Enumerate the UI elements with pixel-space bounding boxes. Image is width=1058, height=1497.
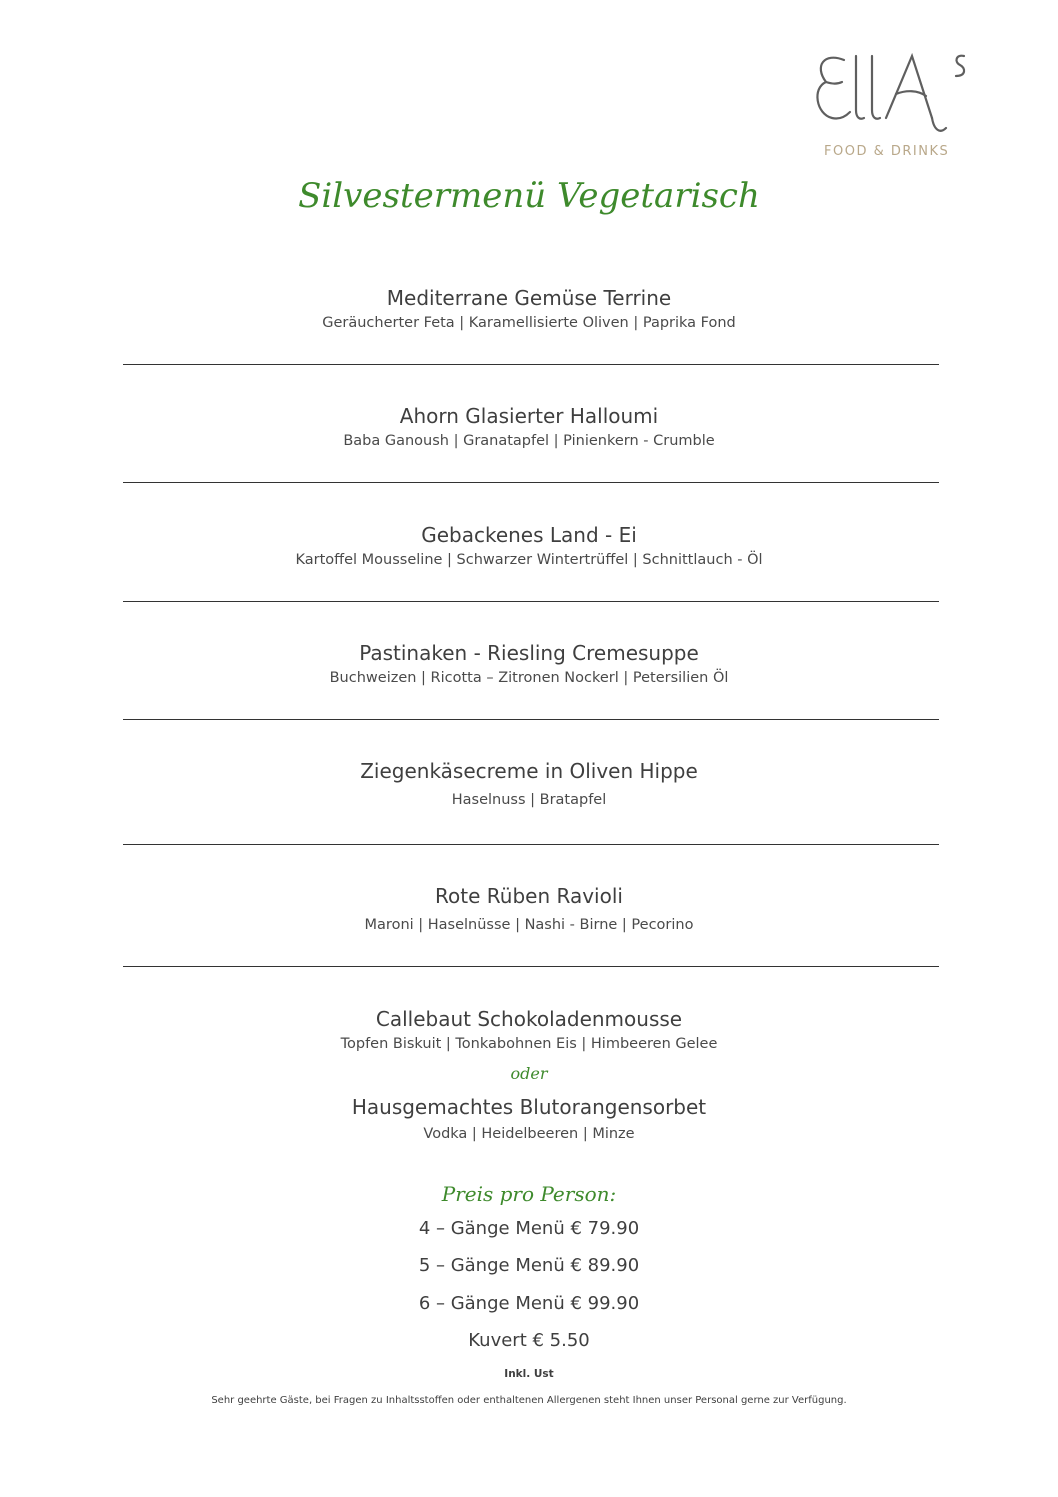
course-name: Ahorn Glasierter Halloumi: [399, 404, 659, 428]
course-name: Ziegenkäsecreme in Oliven Hippe: [360, 759, 698, 783]
course-name: Mediterrane Gemüse Terrine: [386, 286, 672, 310]
price-heading: Preis pro Person:: [441, 1182, 617, 1206]
allergen-notice: Sehr geehrte Gäste, bei Fragen zu Inhaltsstoffen oder enthaltenen Allergenen steht Ihnen unser Personal gerne zur Verfügung.: [211, 1395, 847, 1406]
divider: [123, 966, 939, 967]
course-name: Callebaut Schokoladenmousse: [375, 1007, 683, 1031]
divider: [123, 844, 939, 845]
course-5: [0, 758, 1058, 810]
price-line: 5 – Gänge Menü € 89.90: [418, 1255, 640, 1276]
course-8: [0, 1094, 1058, 1144]
course-name: Pastinaken - Riesling Cremesuppe: [359, 641, 699, 665]
ellas-logo: [810, 48, 1010, 168]
course-description: Baba Ganoush | Granatapfel | Pinienkern - Crumble: [343, 433, 715, 449]
menu-title: Silvestermenü Vegetarisch: [298, 176, 760, 216]
price-line: 6 – Gänge Menü € 99.90: [418, 1293, 640, 1314]
course-1: [0, 285, 1058, 333]
course-description: Topfen Biskuit | Tonkabohnen Eis | Himbeeren Gelee: [340, 1036, 718, 1052]
course-6: [0, 883, 1058, 935]
divider: [123, 482, 939, 483]
course-description: Kartoffel Mousseline | Schwarzer Wintertrüffel | Schnittlauch - Öl: [295, 552, 763, 568]
course-name: Hausgemachtes Blutorangensorbet: [351, 1095, 707, 1119]
oder-separator: oder: [510, 1064, 548, 1083]
divider: [123, 601, 939, 602]
course-2: [0, 403, 1058, 451]
course-3: [0, 522, 1058, 570]
course-description: Geräucherter Feta | Karamellisierte Oliven | Paprika Fond: [322, 315, 736, 331]
divider: [123, 364, 939, 365]
course-7: [0, 1006, 1058, 1054]
tax-note: Inkl. Ust: [504, 1368, 554, 1380]
course-name: Gebackenes Land - Ei: [421, 523, 637, 547]
course-description: Haselnuss | Bratapfel: [451, 792, 607, 808]
logo-tagline: FOOD & DRINKS: [824, 144, 950, 159]
course-description: Maroni | Haselnüsse | Nashi - Birne | Pecorino: [364, 917, 694, 933]
divider: [123, 719, 939, 720]
course-4: [0, 640, 1058, 688]
price-line: Kuvert € 5.50: [468, 1330, 590, 1351]
course-description: Buchweizen | Ricotta – Zitronen Nockerl | Petersilien Öl: [329, 670, 729, 686]
course-name: Rote Rüben Ravioli: [435, 884, 623, 908]
course-description: Vodka | Heidelbeeren | Minze: [423, 1126, 635, 1142]
price-line: 4 – Gänge Menü € 79.90: [418, 1218, 640, 1239]
ellas-logo-mark: [810, 48, 1010, 143]
